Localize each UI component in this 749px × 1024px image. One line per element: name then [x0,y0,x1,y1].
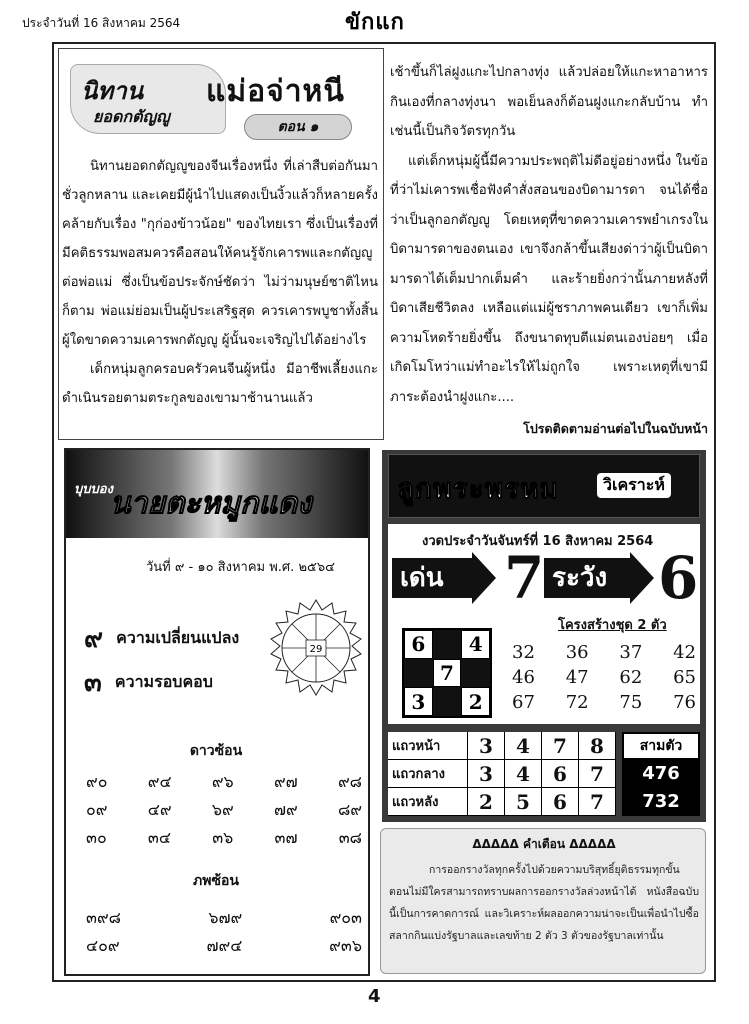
stars-row [86,798,362,826]
checker-cell: 6 [404,630,433,659]
banner-prefix: บุบบอง [74,482,113,497]
pair-row [512,692,696,717]
pair-number: 62 [619,667,643,688]
warning-paragraph: การออกรางวัลทุกครั้งไปด้วยความบริสุทธิ์ยุติธรรมทุกขั้นตอนไม่มีใครสามารถทราบผลการออกรางวัลล่วงหน้าได้ หนังสือฉบับนี้เป็นการคาดการณ์ และวิเคราะห์ผลออกความน่าจะเป็นเพื่อนำไปซื้อสลากกินแบ่งรัฐบาลและเลขท้าย 2 ตัว 3 ตัวของรัฐบาลเท่านั้น [389,864,699,942]
analysis-banner [388,454,700,518]
checker-cell [433,630,462,659]
checker-cell: 2 [461,687,490,716]
position-digit: 4 [505,732,542,759]
story-body-left [62,152,378,413]
warning-text [389,859,699,947]
category-line-1: นิทาน [81,77,144,105]
houses-heading: ภพซ้อน [193,873,239,889]
position-digit: 6 [542,788,579,815]
pair-number: 47 [565,667,589,688]
prediction-row [84,618,239,659]
house-number: ๗๙๔ [206,936,243,955]
star-number: ๙๔ [147,772,172,791]
three-digit-value: 732 [642,791,680,812]
prediction-number: ๓ [84,668,102,698]
story-paragraph: นิทานยอดกตัญญูของจีนเรื่องหนึ่ง ที่เล่าสืบต่อกันมาชั่วลูกหลาน และเคยมีผู้นำไปแสดงเป็นงิ้วแล้วก็หลายครั้ง คล้ายกับเรื่อง "กุก่องข้าวน้อย" ของไทยเรา ซึ่งเป็นเรื่องที่มีคติธรรมพอสมควรคือสอนให้คนรู้จักเคารพและกตัญญูต่อพ่อแม่ ซึ่งเป็นข้อประจักษ์ชัดว่า ไม่ว่ามนุษย์ชาติไหนก็ตาม พ่อแม่ย่อมเป็นผู้ประเสริฐสุด ควรเคารพบูชาทั้งสิ้น ผู้ใดขาดความเคารพกตัญญู ผู้นั้นจะเจริญไปได้อย่างไร [62,159,378,348]
star-number: ๙๗ [273,772,298,791]
draw-date: งวดประจำวันจันทร์ที่ 16 สิงหาคม 2564 [422,534,654,549]
checker-cell [404,659,433,688]
story-category-badge [70,64,226,134]
checker-cell: 7 [433,659,462,688]
number-checker-grid [402,628,492,718]
lead-arrow-icon [472,552,496,604]
star-number: ๗๙ [273,800,298,819]
house-number: ๙๐๓ [329,908,362,927]
issue-date: ประจำวันที่ 16 สิงหาคม 2564 [22,16,181,30]
house-number: ๙๓๖ [329,936,362,955]
checker-cell: 3 [404,687,433,716]
continued-note: โปรดติดตามอ่านต่อไปในฉบับหน้า [523,421,708,436]
astrology-date: วันที่ ๙ - ๑๐ สิงหาคม พ.ศ. ๒๕๖๔ [146,560,335,575]
position-table [388,732,616,816]
story-paragraph: เช้าขึ้นก็ไล่ฝูงแกะไปกลางทุ่ง แล้วปล่อยให้แกะหาอาหารกินเองที่กลางทุ่งนา พอเย็นลงก็ต้อนฝูงแกะกลับบ้าน ทำเช่นนี้เป็นกิจวัตรทุกวัน [390,65,708,139]
position-digit: 5 [505,788,542,815]
prediction-label: ความรอบคอบ [114,672,213,691]
star-number: ๙๐ [86,772,108,791]
watch-digit: 6 [658,544,699,612]
position-digit: 8 [579,732,616,759]
pair-row [512,642,696,667]
pair-number: 37 [619,642,643,663]
stars-row [86,826,362,854]
story-title: แม่อจ่าหนี [206,74,345,109]
astrology-panel [64,448,370,976]
position-label: แถวหน้า [388,732,468,759]
position-digit: 3 [468,732,505,759]
pair-number: 75 [619,692,643,713]
position-row-front [388,732,616,760]
pair-number: 32 [512,642,535,663]
warning-box [380,828,706,974]
stars-row [86,770,362,798]
checker-cell [461,659,490,688]
story-body-right [390,58,708,444]
pair-row [512,667,696,692]
star-number: ๓๔ [147,828,171,847]
horoscope-center: 29 [309,644,323,655]
checker-cell: 4 [461,630,490,659]
pair-number: 42 [673,642,696,663]
position-digit: 7 [542,732,579,759]
star-number: ๓๘ [338,828,362,847]
star-number: ๙๖ [211,772,234,791]
position-row-back [388,788,616,816]
position-digit: 6 [542,760,579,787]
category-line-2: ยอดกตัญญู [93,107,170,126]
watch-arrow-icon [630,552,654,604]
prediction-label: ความเปลี่ยนแปลง [116,628,240,647]
star-number: ๓๗ [274,828,298,847]
pair-number-grid [512,642,696,717]
position-label: แถวกลาง [388,760,468,787]
three-digit-value: 476 [642,763,680,784]
star-number: ๙๘ [337,772,362,791]
watch-label-box: ระวัง [544,558,630,598]
story-paragraph: เด็กหนุ่มลูกครอบครัวคนจีนผู้หนึ่ง มีอาชีพเลี้ยงแกะ ดำเนินรอยตามตระกูลของเขามาช้านานแล้ว [62,362,378,406]
warning-heading: ᐃᐃᐃᐃᐃ คำเตือน ᐃᐃᐃᐃᐃ [472,837,616,851]
lead-label-box: เด่น [392,558,472,598]
three-digit-box [622,732,700,816]
position-digit: 3 [468,760,505,787]
position-digit: 2 [468,788,505,815]
position-digit: 7 [579,788,616,815]
astrology-banner [66,450,368,538]
star-number: ๔๙ [147,800,172,819]
horoscope-wheel-icon [266,598,366,698]
analysis-banner-sub: วิเคราะห์ [597,473,671,498]
three-digit-title: สามตัว [624,734,698,758]
houses-row [86,906,362,934]
publication-logo: ขักแก [345,9,405,35]
checker-cell [433,687,462,716]
pair-number: 72 [565,692,589,713]
position-row-middle [388,760,616,788]
analysis-banner-title: ลูกพระพรหม [397,472,560,505]
pair-number: 65 [673,667,696,688]
story-title-badge [66,58,376,144]
houses-row [86,934,362,962]
page-number: 4 [368,986,381,1007]
stars-grid [86,770,362,854]
star-number: ๖๙ [211,800,234,819]
house-number: ๖๗๙ [208,908,243,927]
pair-number: 76 [673,692,696,713]
position-label: แถวหลัง [388,788,468,815]
prediction-row [84,662,213,703]
pair-number: 36 [565,642,589,663]
star-number: ๐๙ [86,800,108,819]
stars-heading: ดาวซ้อน [189,743,243,759]
prediction-number: ๙ [84,624,104,654]
analysis-content [388,524,700,724]
position-digit: 4 [505,760,542,787]
analysis-panel [382,450,706,822]
structure-label: โครงสร้างชุด 2 ตัว [558,618,667,633]
lead-digit: 7 [504,544,545,612]
position-digit: 7 [579,760,616,787]
episode-label: ตอน ๑ [244,114,352,140]
star-number: ๘๙ [337,800,362,819]
star-number: ๓๖ [212,828,234,847]
house-number: ๓๙๘ [86,908,121,927]
houses-grid [86,906,362,962]
pair-number: 67 [512,692,535,713]
house-number: ๔๐๙ [86,936,120,955]
banner-title: นายตะหมูกแดง [110,486,312,521]
pair-number: 46 [512,667,535,688]
star-number: ๓๐ [86,828,107,847]
story-paragraph: แต่เด็กหนุ่มผู้นี้มีความประพฤติไม่ดีอยู่อย่างหนึ่ง ในข้อที่ว่าไม่เคารพเชื่อฟังคำสั่งสอนของบิดามารดา จนได้ชื่อว่าเป็นลูกอกตัญญู โดยเหตุที่ขาดความเคารพยำเกรงในบิดามารดาของตนเอง เขาจึงกล้าขึ้นเสียงด่าว่าผู้เป็นบิดามารดาได้เต็มปากเต็มคำ และร้ายยิ่งกว่านั้นภายหลังที่บิดาเสียชีวิตลง เหลือแต่แม่ผู้ชราภาพคนเดียว เขาก็เพิ่มความโหดร้ายยิ่งขึ้น ถึงขนาดทุบตีแม่ตนเองบ่อยๆ เมื่อเกิดโมโหว่าแม่ทำอะไรให้ไม่ถูกใจ เพราะเหตุที่เขามีภาระต้องนำฝูงแกะ.... [390,153,708,405]
